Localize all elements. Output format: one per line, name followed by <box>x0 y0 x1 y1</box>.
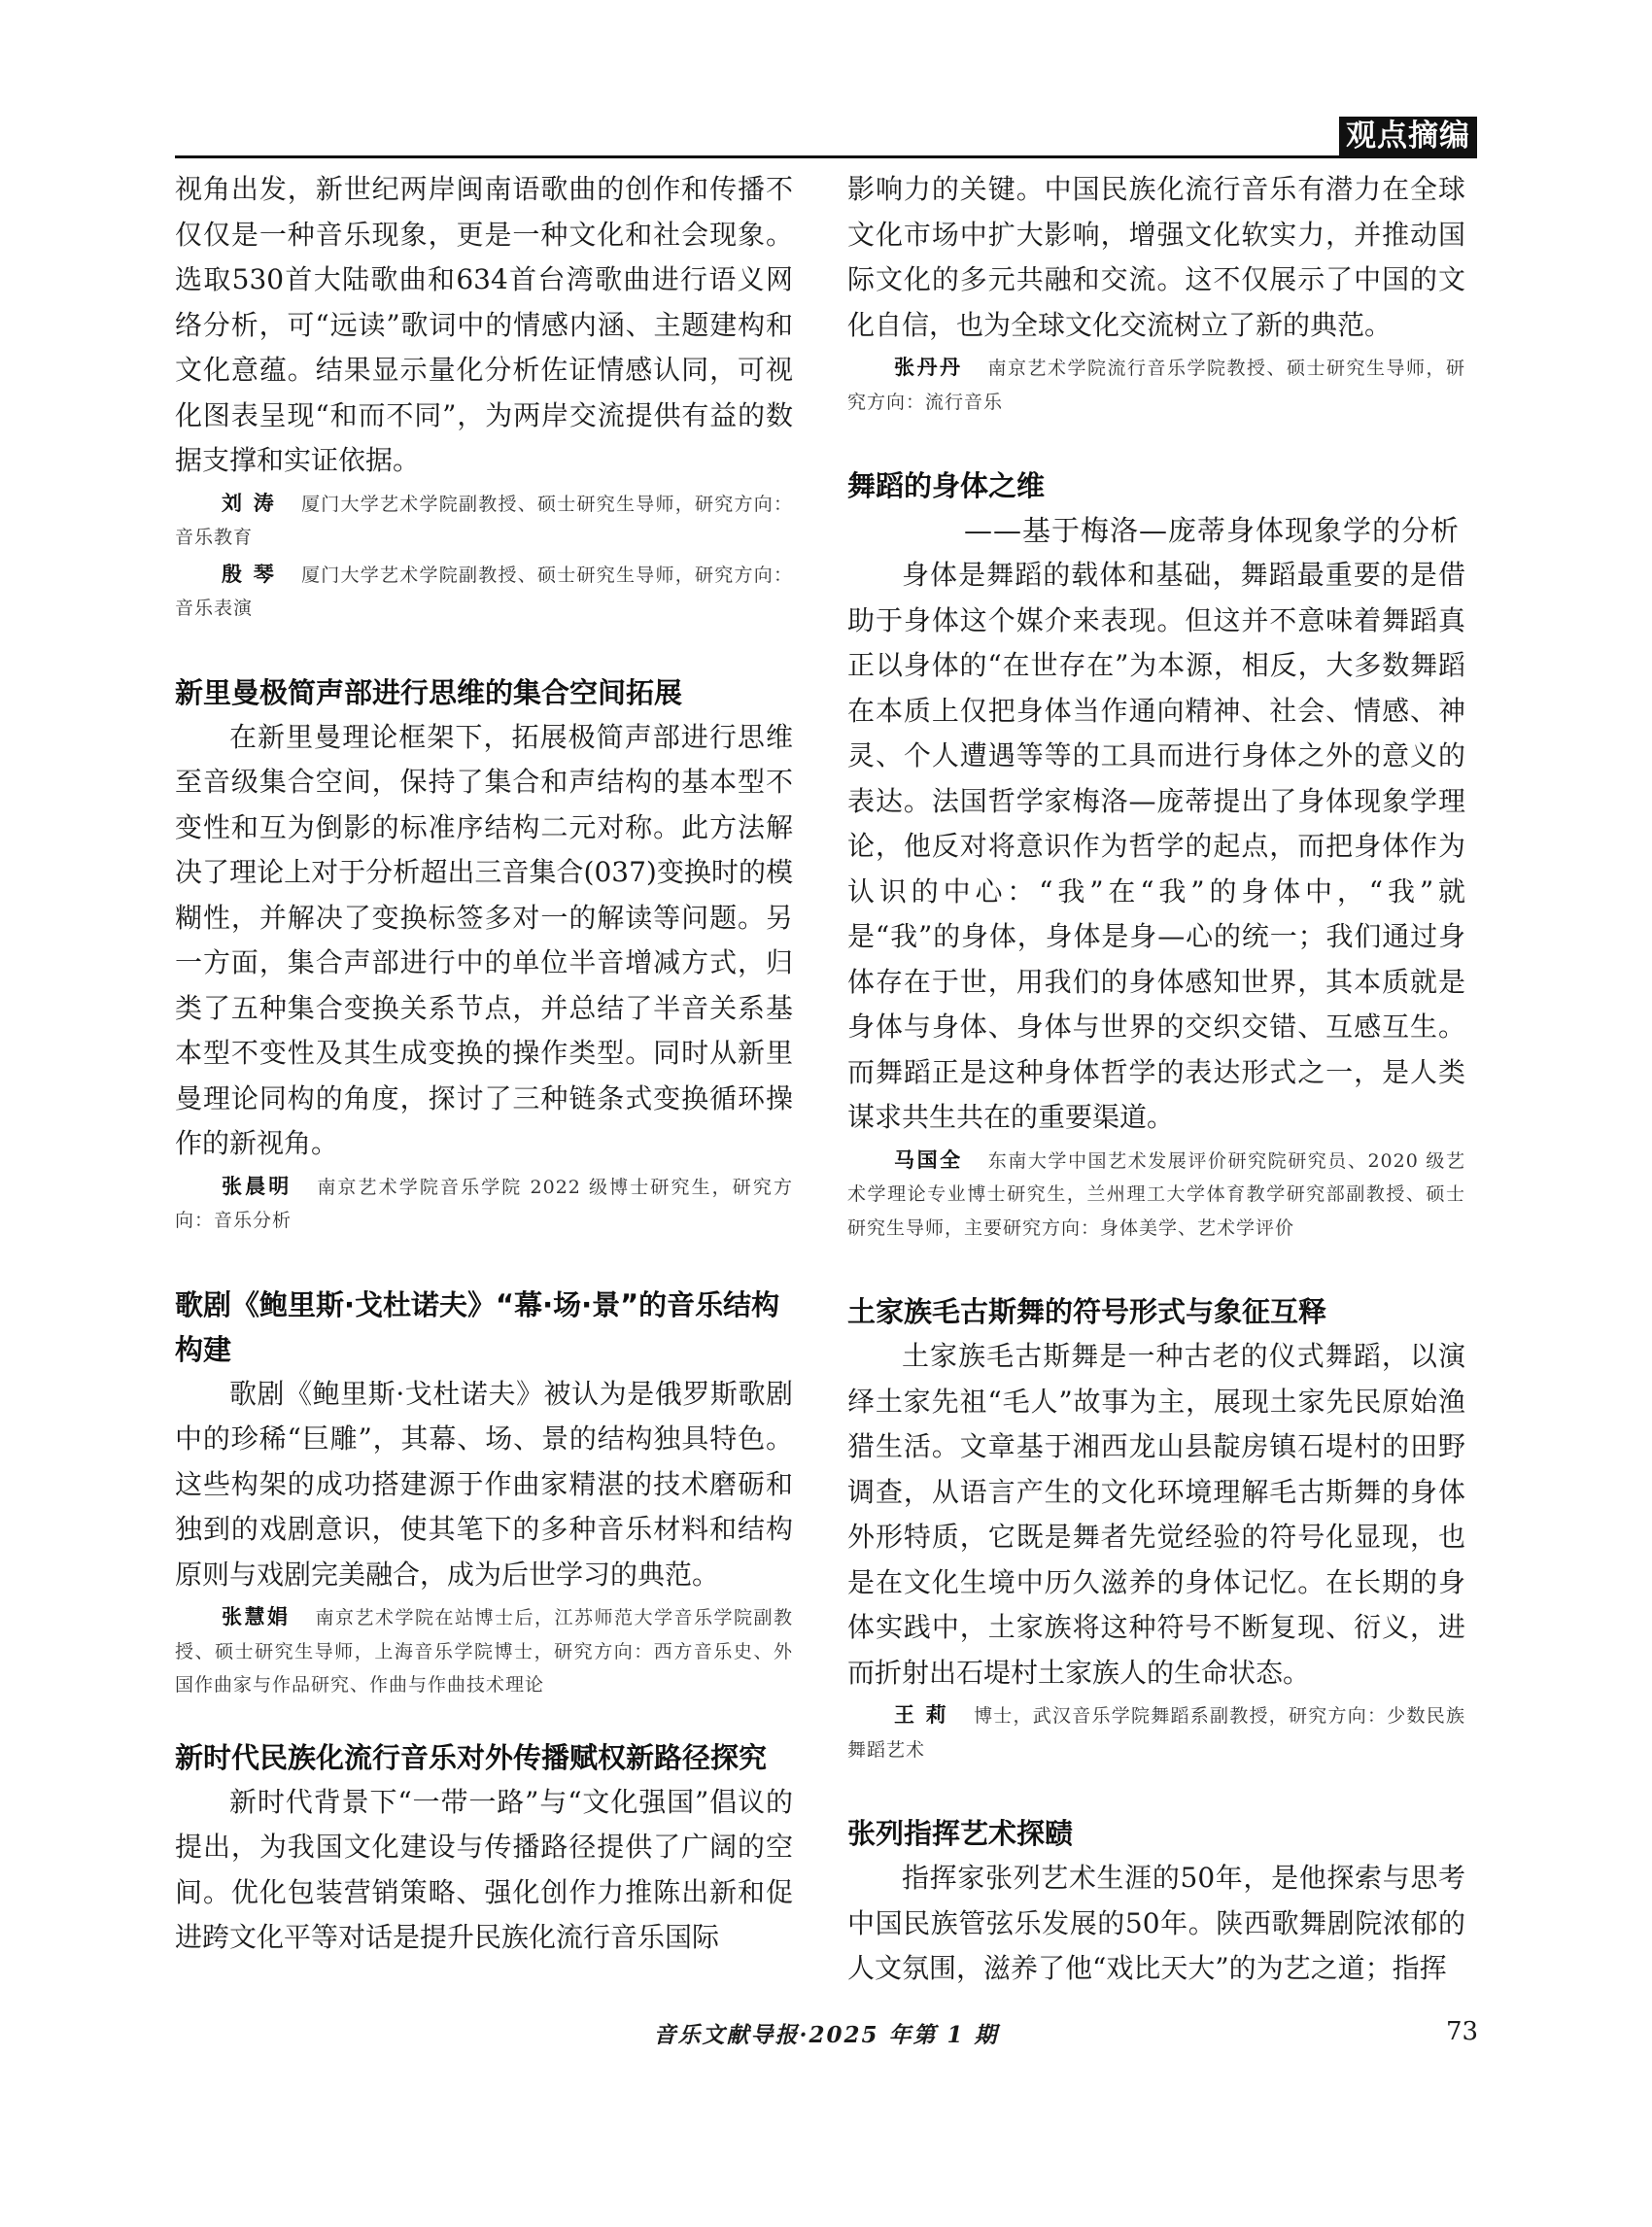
author-name: 张丹丹 <box>894 356 963 379</box>
author-line <box>847 1698 1465 1766</box>
author-line <box>847 351 1465 419</box>
article-abstract: 新时代背景下“一带一路”与“文化强国”倡议的提出，为我国文化建设与传播路径提供了广阔的空间。优化包装营销策略、强化创作力推陈出新和促进跨文化平等对话是提升民族化流行音乐国际 <box>175 1785 793 1953</box>
page-number: 73 <box>1446 2017 1479 2046</box>
author-desc: 厦门大学艺术学院副教授、硕士研究生导师，研究方向：音乐表演 <box>175 564 793 619</box>
right-column <box>847 167 1465 1992</box>
left-column <box>175 167 793 1961</box>
article-abstract: 歌剧《鲍里斯·戈杜诺夫》被认为是俄罗斯歌剧中的珍稀“巨雕”，其幕、场、景的结构独具特色。这些构架的成功搭建源于作曲家精湛的技术磨砺和独到的戏剧意识，使其笔下的多种音乐材料和结构原则与戏剧完美融合，成为后世学习的典范。 <box>175 1377 793 1591</box>
article-title: 新时代民族化流行音乐对外传播赋权新路径探究 <box>175 1740 768 1774</box>
author-name: 殷 琴 <box>222 562 277 586</box>
author-name: 王 莉 <box>894 1703 949 1727</box>
author-line <box>175 558 793 626</box>
article-title: 歌剧《鲍里斯·戈杜诺夫》“幕·场·景”的音乐结构构建 <box>175 1287 780 1366</box>
article-subtitle: ——基于梅洛—庞蒂身体现象学的分析 <box>963 514 1460 547</box>
article-abstract: 在新里曼理论框架下，拓展极简声部进行思维至音级集合空间，保持了集合和声结构的基本型不变性和互为倒影的标准序结构二元对称。此方法解决了理论上对于分析超出三音集合(037)变换时的模糊性，并解决了变换标签多对一的解读等问题。另一方面，集合声部进行中的单位半音增减方式，归类了五种集合变换关系节点，并总结了半音关系基本型不变性及其生成变换的操作类型。同时从新里曼理论同构的角度，探讨了三种链条式变换循环操作的新视角。 <box>175 720 793 1159</box>
article-title: 张列指挥艺术探赜 <box>847 1817 1074 1850</box>
article-title: 新里曼极简声部进行思维的集合空间拓展 <box>175 675 683 709</box>
author-line <box>847 1144 1465 1246</box>
author-name: 马国全 <box>894 1148 963 1172</box>
author-line <box>175 487 793 555</box>
author-name: 张晨明 <box>222 1174 293 1198</box>
author-name: 张慧娟 <box>222 1605 291 1628</box>
author-name: 刘 涛 <box>222 491 277 515</box>
article-title: 土家族毛古斯舞的符号形式与象征互释 <box>847 1295 1327 1328</box>
article-title: 舞蹈的身体之维 <box>847 469 1046 502</box>
article-abstract: 土家族毛古斯舞是一种古老的仪式舞蹈，以演绎土家先祖“毛人”故事为主，展现土家先民原始渔猎生活。文章基于湘西龙山县靛房镇石堤村的田野调查，从语言产生的文化环境理解毛古斯舞的身体外形特质，它既是舞者先觉经验的符号化显现，也是在文化生境中历久滋养的身体记忆。在长期的身体实践中，土家族将这种符号不断复现、衍义，进而折射出石堤村土家族人的生命状态。 <box>847 1340 1465 1689</box>
journal-footer: 音乐文献导报·2025 年第 1 期 <box>653 2022 999 2048</box>
author-desc: 南京艺术学院音乐学院 2022 级博士研究生，研究方向：音乐分析 <box>175 1176 794 1231</box>
section-tag: 观点摘编 <box>1339 117 1477 155</box>
author-desc: 南京艺术学院在站博士后，江苏师范大学音乐学院副教授、硕士研究生导师，上海音乐学院博士，研究方向：西方音乐史、外国作曲家与作品研究、作曲与作曲技术理论 <box>175 1607 793 1696</box>
author-desc: 博士，武汉音乐学院舞蹈系副教授，研究方向：少数民族舞蹈艺术 <box>847 1705 1465 1761</box>
author-desc: 南京艺术学院流行音乐学院教授、硕士研究生导师，研究方向：流行音乐 <box>847 358 1465 413</box>
article-abstract: 指挥家张列艺术生涯的50年，是他探索与思考中国民族管弦乐发展的50年。陕西歌舞剧院浓郁的人文氛围，滋养了他“戏比天大”的为艺之道；指挥 <box>847 1862 1465 1984</box>
author-desc: 厦门大学艺术学院副教授、硕士研究生导师，研究方向：音乐教育 <box>175 493 793 548</box>
author-line <box>175 1170 793 1238</box>
article-abstract: 身体是舞蹈的载体和基础，舞蹈最重要的是借助于身体这个媒介来表现。但这并不意味着舞蹈真正以身体的“在世存在”为本源，相反，大多数舞蹈在本质上仅把身体当作通向精神、社会、情感、神灵、个人遭遇等等的工具而进行身体之外的意义的表达。法国哲学家梅洛—庞蒂提出了身体现象学理论，他反对将意识作为哲学的起点，而把身体作为认识的中心：“我”在“我”的身体中，“我”就是“我”的身体，身体是身—心的统一；我们通过身体存在于世，用我们的身体感知世界，其本质就是身体与身体、身体与世界的交织交错、互感互生。而舞蹈正是这种身体哲学的表达形式之一，是人类谋求共生共在的重要渠道。 <box>847 559 1465 1133</box>
author-desc: 东南大学中国艺术发展评价研究院研究员、2020 级艺术学理论专业博士研究生，兰州理工大学体育教学研究部副教授、硕士研究生导师，主要研究方向：身体美学、艺术学评价 <box>847 1149 1465 1239</box>
continued-abstract: 影响力的关键。中国民族化流行音乐有潜力在全球文化市场中扩大影响，增强文化软实力，并推动国际文化的多元共融和交流。这不仅展示了中国的文化自信，也为全球文化交流树立了新的典范。 <box>847 173 1465 341</box>
author-line <box>175 1600 793 1702</box>
header-rule <box>175 155 1477 158</box>
continued-abstract: 视角出发，新世纪两岸闽南语歌曲的创作和传播不仅仅是一种音乐现象，更是一种文化和社会现象。选取530首大陆歌曲和634首台湾歌曲进行语义网络分析，可“远读”歌词中的情感内涵、主题建构和文化意蕴。结果显示量化分析佐证情感认同，可视化图表呈现“和而不同”，为两岸交流提供有益的数据支撑和实证依据。 <box>175 173 793 476</box>
